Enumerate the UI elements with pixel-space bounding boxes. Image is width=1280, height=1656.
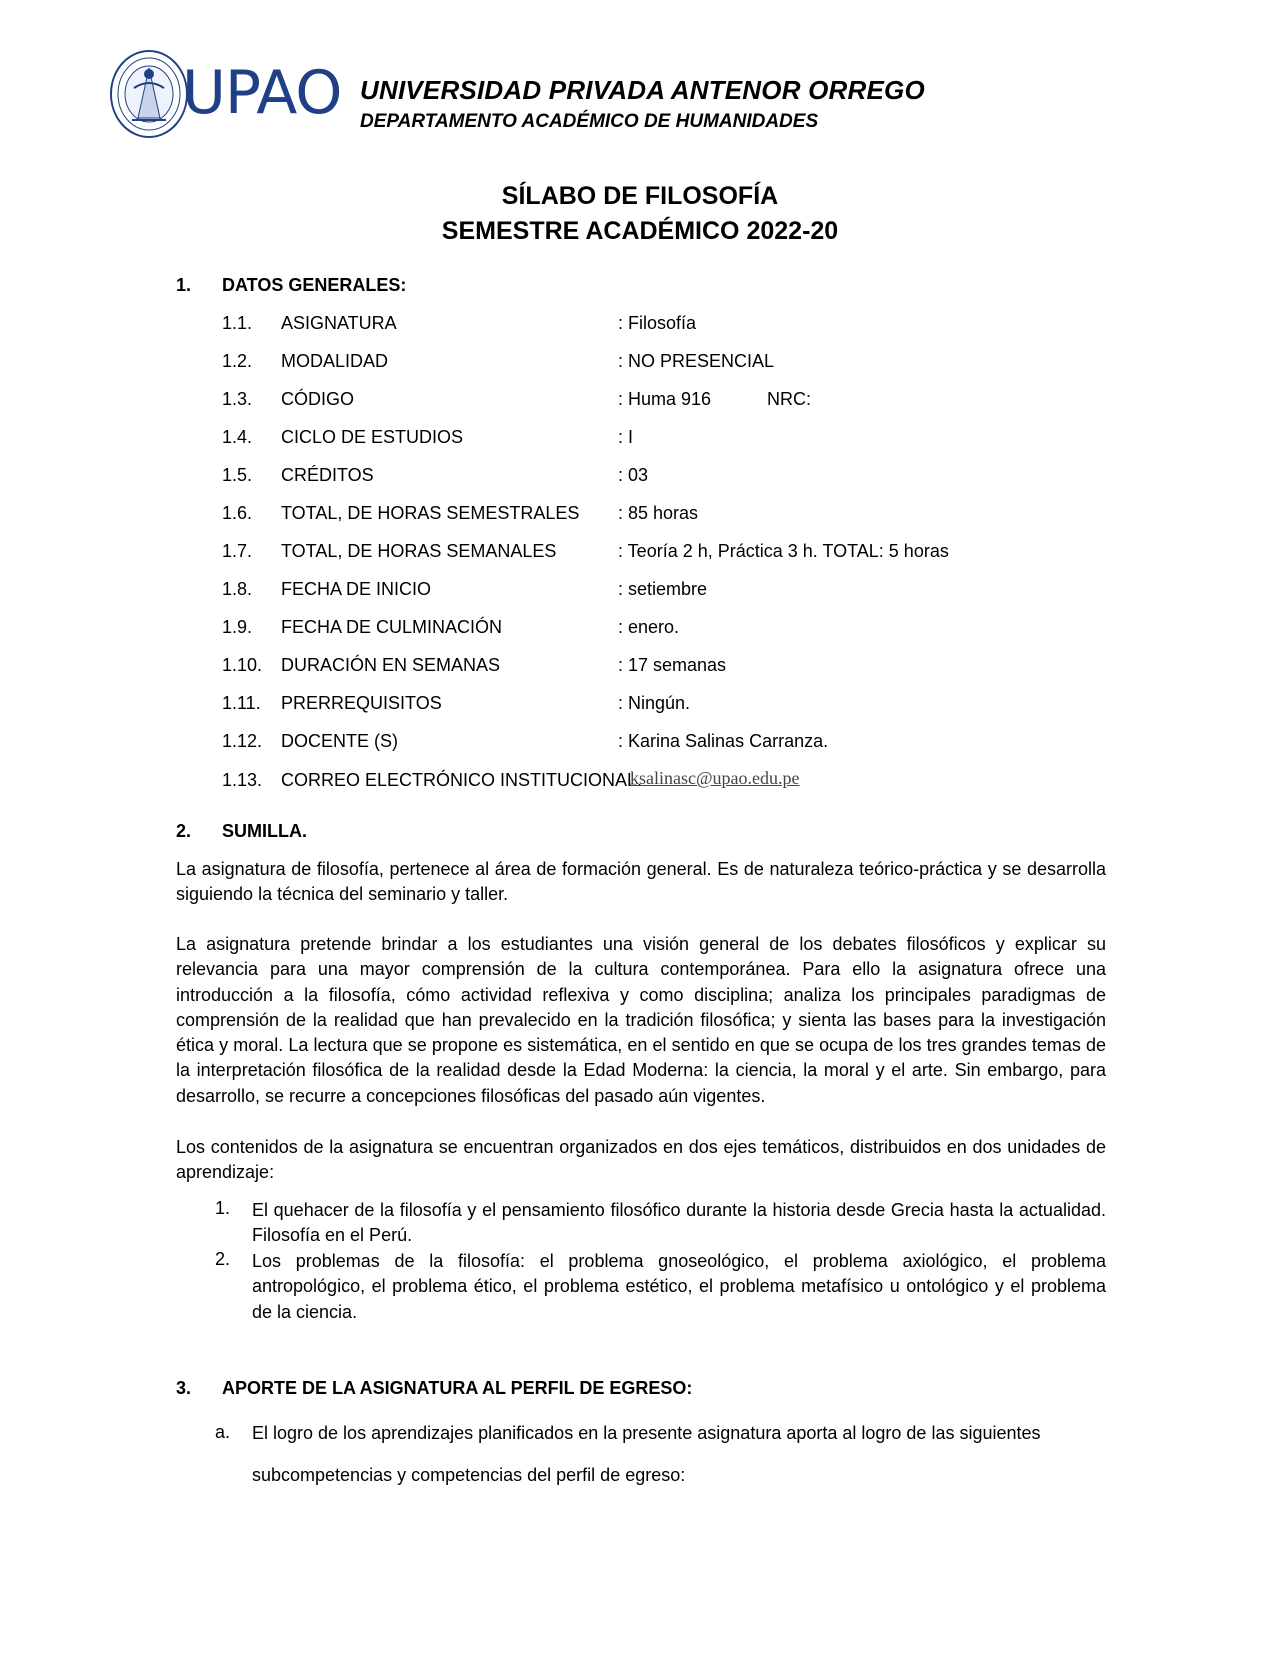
list-item: Los problemas de la filosofía: el problema gnoseológico, el problema axiológico, el problema antropológico, el problema ético, el problema estético, el problema metafísico u ontológico y el problema de la ciencia. [252, 1251, 1106, 1322]
field-value: : 85 horas [618, 503, 699, 523]
sumilla-paragraph-2: La asignatura pretende brindar a los estudiantes una visión general de los debates filosóficos y explicar su relevancia para una mayor comprensión de la cultura contemporánea. Para ello la asignatura ofrece una introducción a la filosofía, cómo actividad reflexiva y como disciplina; analiza los principales paradigmas de comprensión de la realidad que han prevalecido en la tradición filosófica; y sienta las bases para la investigación ética y moral. La lectura que se propone es sistemática, en el sentido en que se ocupa de los tres grandes temas de la interpretación filosófica de la realidad desde la Edad Moderna: la ciencia, la moral y el arte. Sin embargo, para desarrollo, se recurre a concepciones filosóficas del pasado aún vigentes. [176, 934, 1106, 1106]
field-label: MODALIDAD [281, 351, 389, 371]
sumilla-paragraph-3: Los contenidos de la asignatura se encuentran organizados en dos ejes temáticos, distribuidos en dos unidades de aprendizaje: [176, 1137, 1106, 1183]
list-item: El quehacer de la filosofía y el pensamiento filosófico durante la historia desde Grecia hasta la actualidad. Filosofía en el Perú. [252, 1200, 1106, 1246]
field-value: : I [618, 427, 634, 447]
field-value: : Karina Salinas Carranza. [618, 731, 829, 751]
perfil-egreso-text: El logro de los aprendizajes planificados en la presente asignatura aporta al logro de las siguientes subcompetencias y competencias del perfil de egreso: [252, 1423, 1041, 1485]
field-value: : NO PRESENCIAL [618, 351, 775, 371]
list-item-number: 1. [215, 1198, 231, 1218]
section-2-number: 2. [176, 821, 192, 841]
list-item-letter: a. [215, 1422, 231, 1442]
field-value: : 03 [618, 465, 649, 485]
field-number: 1.10. [222, 655, 263, 675]
email-link[interactable]: ksalinasc@upao.edu.pe [630, 768, 800, 788]
field-value: : 17 semanas [618, 655, 727, 675]
field-number: 1.7. [222, 541, 253, 561]
section-1-title: DATOS GENERALES: [222, 275, 407, 295]
field-number: 1.5. [222, 465, 253, 485]
section-2-title: SUMILLA. [222, 821, 307, 841]
field-label: CORREO ELECTRÓNICO INSTITUCIONAL. [281, 770, 643, 790]
field-number: 1.1. [222, 313, 253, 333]
document-subtitle: SEMESTRE ACADÉMICO 2022-20 [441, 217, 839, 245]
university-name: UNIVERSIDAD PRIVADA ANTENOR ORREGO [360, 75, 925, 105]
field-number: 1.12. [222, 731, 263, 751]
field-number: 1.11. [222, 693, 261, 713]
section-3-number: 3. [176, 1378, 192, 1398]
upao-logo: UPAO [182, 58, 342, 128]
field-label: FECHA DE INICIO [281, 579, 432, 599]
section-3-title: APORTE DE LA ASIGNATURA AL PERFIL DE EGRESO: [222, 1378, 693, 1398]
field-value: : Huma 916 [618, 389, 712, 409]
field-label: CÓDIGO [281, 389, 355, 409]
field-label: CICLO DE ESTUDIOS [281, 427, 464, 447]
field-label: TOTAL, DE HORAS SEMESTRALES [281, 503, 580, 523]
field-value: : Filosofía [618, 313, 697, 333]
field-label: TOTAL, DE HORAS SEMANALES [281, 541, 557, 561]
field-number: 1.8. [222, 579, 253, 599]
field-value: : enero. [618, 617, 680, 637]
field-number: 1.6. [222, 503, 253, 523]
field-number: 1.13. [222, 770, 263, 790]
field-label: CRÉDITOS [281, 465, 374, 485]
department-name: DEPARTAMENTO ACADÉMICO DE HUMANIDADES [360, 111, 819, 132]
field-number: 1.4. [222, 427, 253, 447]
sumilla-paragraph-1: La asignatura de filosofía, pertenece al área de formación general. Es de naturaleza teórico-práctica y se desarrolla siguiendo la técnica del seminario y taller. [176, 859, 1106, 905]
field-label: DOCENTE (S) [281, 731, 398, 751]
field-number: 1.2. [222, 351, 253, 371]
list-item-number: 2. [215, 1249, 231, 1269]
nrc-label: NRC: [767, 389, 811, 409]
field-value: : Ningún. [618, 693, 691, 713]
field-label: DURACIÓN EN SEMANAS [281, 655, 501, 675]
university-seal-icon [108, 48, 190, 140]
document-title: SÍLABO DE FILOSOFÍA [501, 182, 779, 210]
field-number: 1.9. [222, 617, 253, 637]
field-label: FECHA DE CULMINACIÓN [281, 617, 503, 637]
section-1-number: 1. [176, 275, 192, 295]
field-value: : setiembre [618, 579, 708, 599]
field-label: ASIGNATURA [281, 313, 397, 333]
field-label: PRERREQUISITOS [281, 693, 442, 713]
field-number: 1.3. [222, 389, 253, 409]
field-value: : Teoría 2 h, Práctica 3 h. TOTAL: 5 horas [618, 541, 949, 561]
